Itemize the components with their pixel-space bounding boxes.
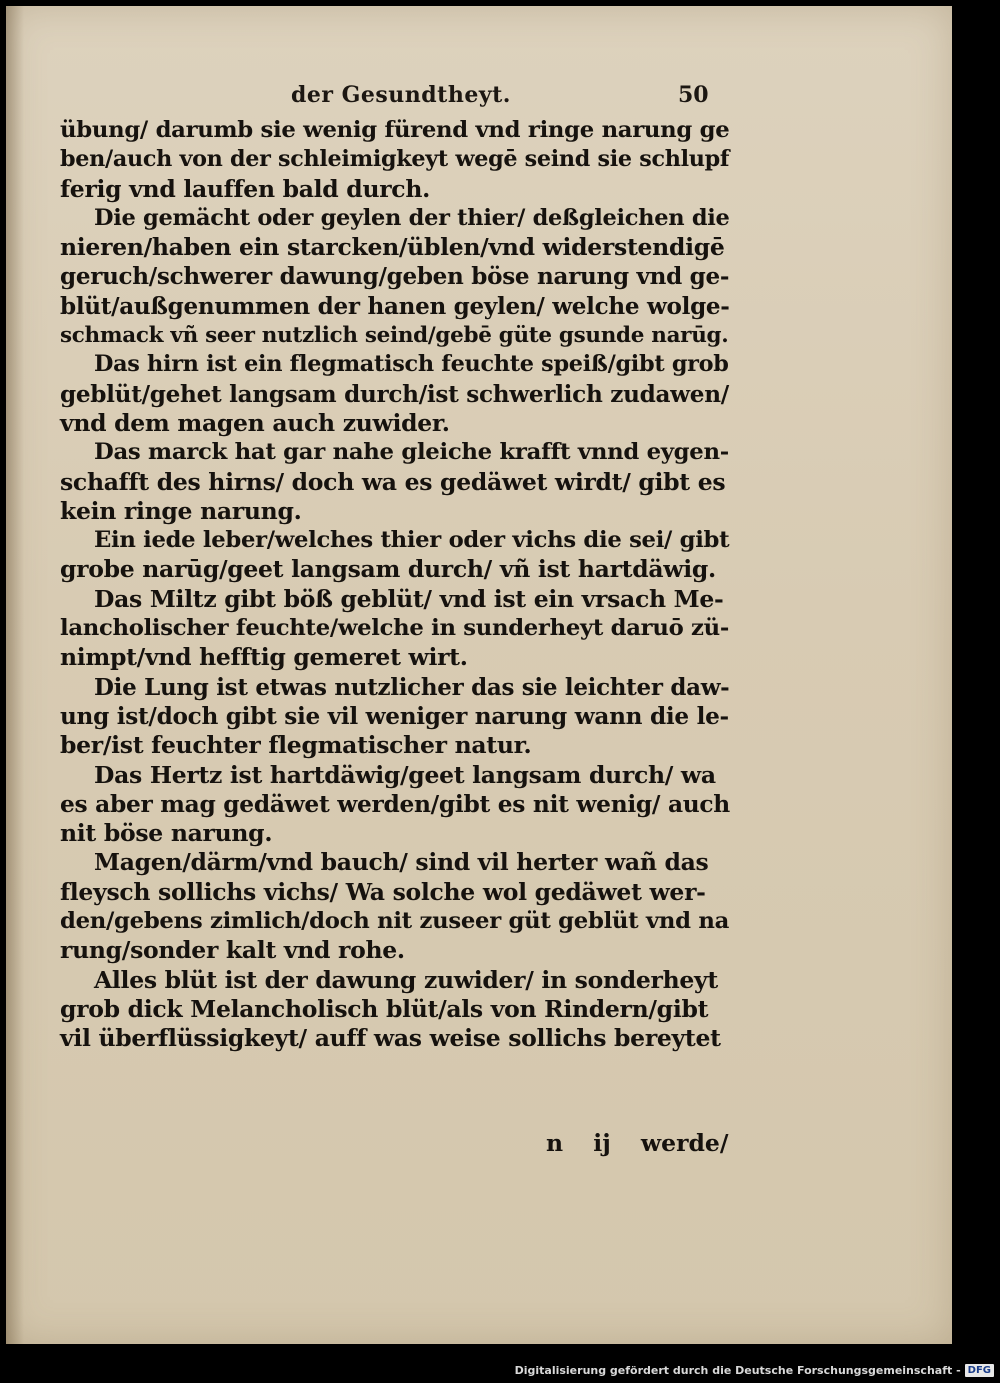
text-line: grobe narūg/geet langsam durch/ vñ ist hartdäwig. bbox=[60, 555, 716, 584]
body-text bbox=[60, 116, 730, 1054]
footer-credit bbox=[515, 1364, 994, 1377]
text-line: Die gemächt oder geylen der thier/ deßgleichen die bbox=[94, 204, 730, 231]
text-line: nieren/haben ein starcken/üblen/vnd widerstendigē bbox=[60, 233, 725, 262]
text-line: blüt/außgenummen der hanen geylen/ welche wolge- bbox=[60, 292, 730, 320]
text-line: vnd dem magen auch zuwider. bbox=[60, 408, 450, 437]
text-line: vil überflüssigkeyt/ auff was weise sollichs bereytet bbox=[60, 1024, 721, 1053]
text-line: geruch/schwerer dawung/geben böse narung vnd ge- bbox=[60, 263, 730, 291]
text-line: Magen/därm/vnd bauch/ sind vil herter wañ das bbox=[94, 848, 709, 877]
text-line: es aber mag gedäwet werden/gibt es nit wenig/ auch bbox=[60, 790, 730, 818]
signature-mark: n ij bbox=[546, 1129, 611, 1157]
book-page bbox=[6, 6, 952, 1344]
text-line: ferig vnd lauffen bald durch. bbox=[60, 174, 430, 203]
text-line: geblüt/gehet langsam durch/ist schwerlich zudawen/ bbox=[60, 380, 729, 408]
text-line: grob dick Melancholisch blüt/als von Rindern/gibt bbox=[60, 994, 709, 1023]
text-line: ben/auch von der schleimigkeyt wegē seind sie schlupf bbox=[60, 146, 730, 173]
text-line: Das marck hat gar nahe gleiche krafft vnnd eygen- bbox=[94, 439, 729, 466]
text-line: nit böse narung. bbox=[60, 819, 273, 848]
dfg-logo-icon: DFG bbox=[965, 1364, 994, 1377]
text-line: fleysch sollichs vichs/ Wa solche wol gedäwet wer- bbox=[60, 877, 706, 906]
catchline bbox=[546, 1129, 728, 1157]
footer-credit-text: Digitalisierung gefördert durch die Deutsche Forschungsgemeinschaft - bbox=[514, 1364, 961, 1377]
text-line: den/gebens zimlich/doch nit zuseer güt geblüt vnd na bbox=[60, 908, 730, 935]
running-head: der Gesundtheyt. bbox=[291, 82, 511, 108]
text-line: ber/ist feuchter flegmatischer natur. bbox=[60, 731, 532, 760]
text-line: Ein iede leber/welches thier oder vichs die sei/ gibt bbox=[94, 527, 730, 554]
text-line: kein ringe narung. bbox=[60, 496, 302, 525]
text-line: ung ist/doch gibt sie vil weniger narung wann die le- bbox=[60, 702, 729, 730]
text-line: schafft des hirns/ doch wa es gedäwet wirdt/ gibt es bbox=[60, 467, 726, 496]
text-line: Das Hertz ist hartdäwig/geet langsam durch/ wa bbox=[94, 760, 716, 789]
text-line: übung/ darumb sie wenig fürend vnd ringe narung ge bbox=[60, 117, 730, 143]
text-line: Das Miltz gibt böß geblüt/ vnd ist ein vrsach Me- bbox=[94, 584, 724, 613]
page-number: 50 bbox=[678, 82, 709, 108]
text-line: lancholischer feuchte/welche in sunderheyt daruō zü- bbox=[60, 615, 729, 642]
text-line: Die Lung ist etwas nutzlicher das sie leichter daw- bbox=[94, 673, 730, 701]
text-line: nimpt/vnd hefftig gemeret wirt. bbox=[60, 643, 468, 672]
catchword: werde/ bbox=[640, 1129, 729, 1157]
text-line: Das hirn ist ein flegmatisch feuchte speiß/gibt grob bbox=[94, 351, 729, 378]
text-line: schmack vñ seer nutzlich seind/gebē güte gsunde narūg. bbox=[60, 323, 729, 349]
text-line: Alles blüt ist der dawung zuwider/ in sonderheyt bbox=[94, 965, 718, 994]
text-line: rung/sonder kalt vnd rohe. bbox=[60, 936, 405, 965]
